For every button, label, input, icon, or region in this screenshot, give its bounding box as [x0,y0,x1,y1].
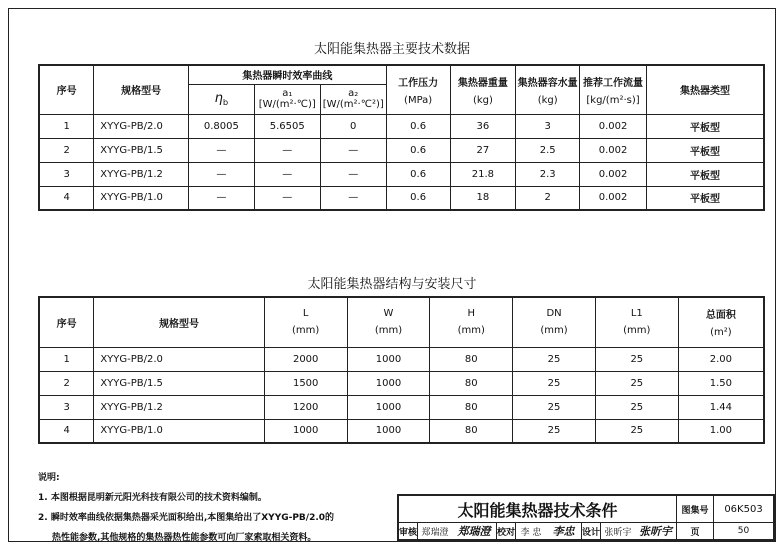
design-label: 设计 [582,523,601,539]
note-item: 1. 本图根据昆明新元阳光科技有限公司的技术资料编制。 [38,493,267,503]
table-row: 1 XYYG-PB/2.0 0.8005 5.6505 0 0.6 36 3 0.002 平板型 [39,114,764,138]
reviewer-signature: 郑瑞澄 [452,523,497,539]
reviewer-name: 郑瑞澄 [421,527,449,538]
header-L1: L1 (mm) [595,297,678,347]
atlas-label: 图集号 [677,496,714,523]
designer-name: 张昕宇 [604,527,632,538]
table-row: 4 XYYG-PB/1.0 — — — 0.6 18 2 0.002 平板型 [39,186,764,210]
table-row: 4 XYYG-PB/1.0 1000 1000 80 25 25 1.00 [39,419,764,443]
tech-data-table [38,64,765,211]
table1-title: 太阳能集热器主要技术数据 [313,42,470,57]
checker-name: 李 忠 [520,527,542,538]
header-model: 规格型号 [94,65,189,114]
checker-signature: 李忠 [546,523,582,539]
header-W: W (mm) [347,297,430,347]
table2-title: 太阳能集热器结构与安装尺寸 [307,277,477,292]
atlas-number: 06K503 [714,496,773,523]
header-seq: 序号 [39,297,94,347]
header-model: 规格型号 [94,297,264,347]
title-block [397,494,775,541]
page-label: 页 [677,523,714,539]
header-flow: 推荐工作流量 [kg/(m²·s)] [580,65,647,114]
header-DN: DN (mm) [513,297,596,347]
header-a1: a₁ [W/(m²·℃)] [254,84,320,114]
table-row: 3 XYYG-PB/1.2 1200 1000 80 25 25 1.44 [39,395,764,419]
check-label: 校对 [497,523,516,539]
designer-signature: 张昕宇 [635,523,677,539]
page-number: 50 [737,526,750,536]
header-type: 集热器类型 [646,65,764,114]
table-row: 2 XYYG-PB/1.5 — — — 0.6 27 2.5 0.002 平板型 [39,138,764,162]
dimension-table [38,296,765,444]
notes [38,468,334,548]
header-L: L (mm) [264,297,347,347]
header-H: H (mm) [430,297,513,347]
note-item: 热性能参数,其他规格的集热器热性能参数可向厂家索取相关资料。 [52,533,317,543]
header-a2: a₂ [W/(m²·℃²)] [320,84,386,114]
notes-heading: 说明: [38,473,60,483]
table-row: 3 XYYG-PB/1.2 — — — 0.6 21.8 2.3 0.002 平板型 [39,162,764,186]
header-weight: 集热器重量 (kg) [450,65,516,114]
header-pressure: 工作压力 (MPa) [386,65,450,114]
table-row: 1 XYYG-PB/2.0 2000 1000 80 25 25 2.00 [39,347,764,371]
header-efficiency: 集热器瞬时效率曲线 [188,65,386,84]
header-area: 总面积 (m²) [678,297,764,347]
review-label: 审核 [399,523,418,539]
drawing-title: 太阳能集热器技术条件 [399,496,677,523]
header-eta: $\eta_b$ [188,84,254,114]
table-row: 2 XYYG-PB/1.5 1500 1000 80 25 25 1.50 [39,371,764,395]
header-capacity: 集热器容水量 (kg) [516,65,580,114]
header-seq: 序号 [39,65,94,114]
note-item: 2. 瞬时效率曲线依据集热器采光面积给出,本图集给出了XYYG-PB/2.0的 [38,513,335,523]
